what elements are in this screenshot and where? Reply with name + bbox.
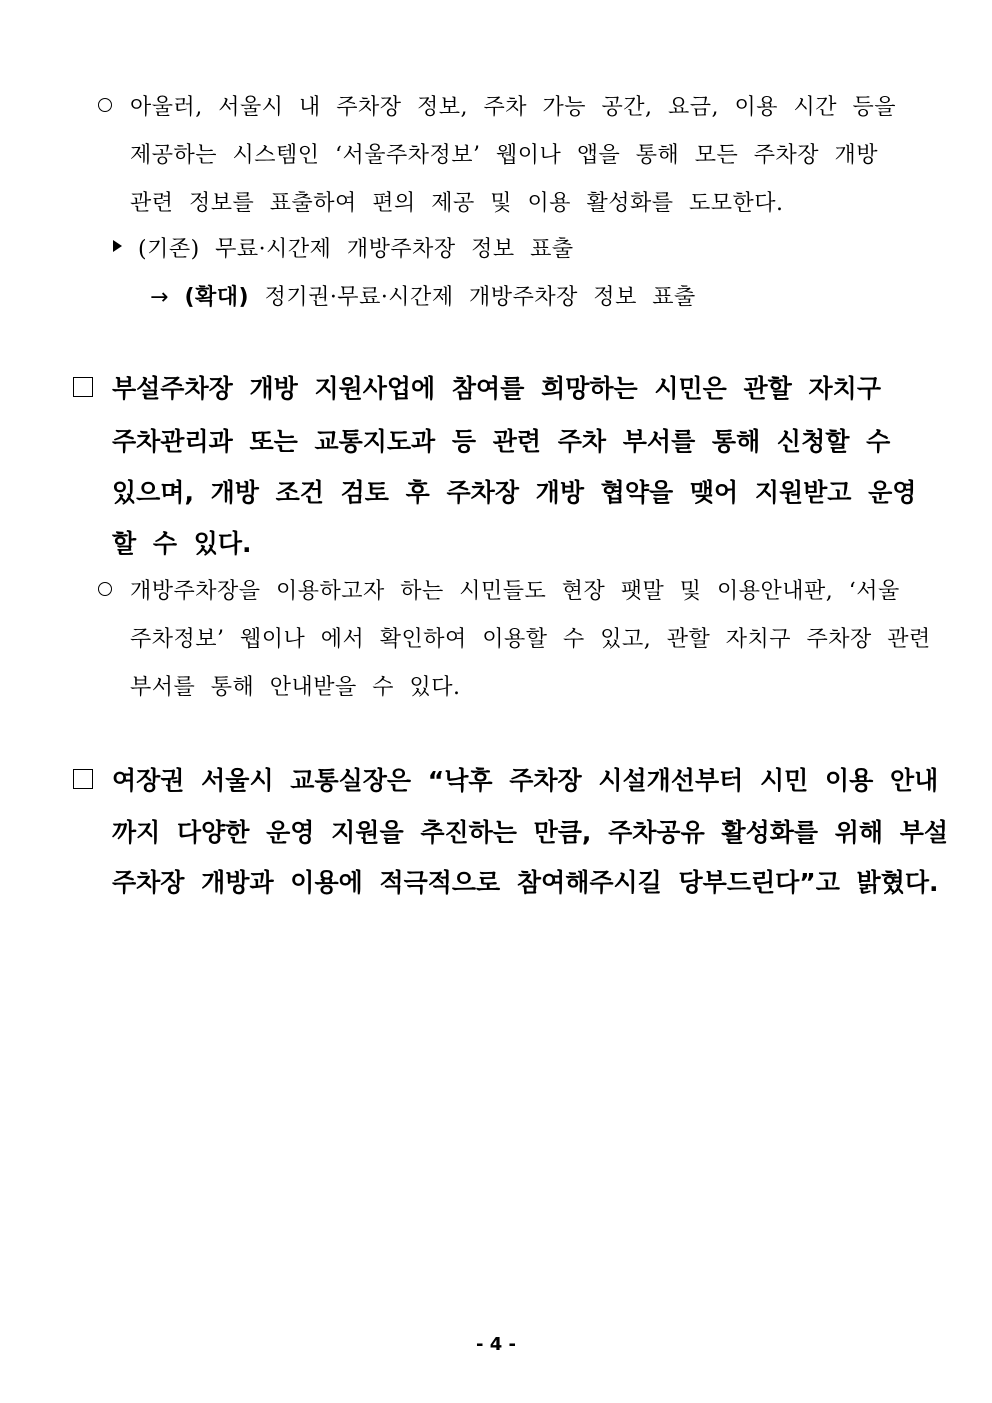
- main-line-1: 부설주차장 개방 지원사업에 참여를 희망하는 시민은 관할 자치구: [112, 374, 881, 403]
- bullet-line-6: 부서를 통해 안내받을 수 있다.: [130, 675, 461, 700]
- circle-bullet-icon: [98, 582, 112, 596]
- square-bullet-icon: [73, 377, 93, 397]
- triangle-bullet-icon: [113, 240, 122, 252]
- after-info-line: [150, 280, 696, 311]
- bullet-line-2: 제공하는 시스템인 ‘서울주차정보’ 웹이나 앱을 통해 모든 주차장 개방: [130, 143, 878, 168]
- page-number: - 4 -: [476, 1334, 516, 1355]
- after-text: 정기권·무료·시간제 개방주차장 정보 표출: [264, 285, 696, 310]
- bullet-line-1: 아울러, 서울시 내 주차장 정보, 주차 가능 공간, 요금, 이용 시간 등을: [130, 95, 896, 120]
- bullet-line-3: 관련 정보를 표출하여 편의 제공 및 이용 활성화를 도모한다.: [130, 191, 784, 216]
- before-info-line: (기존) 무료·시간제 개방주차장 정보 표출: [138, 237, 574, 262]
- right-arrow-icon: →: [150, 285, 169, 310]
- main-line-5: 여장권 서울시 교통실장은 “낙후 주차장 시설개선부터 시민 이용 안내: [112, 766, 939, 795]
- circle-bullet-icon: [98, 98, 112, 112]
- bullet-line-4: 개방주차장을 이용하고자 하는 시민들도 현장 팻말 및 이용안내판, ‘서울: [130, 579, 900, 604]
- main-line-2: 주차관리과 또는 교통지도과 등 관련 주차 부서를 통해 신청할 수: [112, 427, 891, 456]
- square-bullet-icon: [73, 769, 93, 789]
- main-line-3: 있으며, 개방 조건 검토 후 주차장 개방 협약을 맺어 지원받고 운영: [112, 478, 917, 507]
- bullet-line-5: 주차정보’ 웹이나 에서 확인하여 이용할 수 있고, 관할 자치구 주차장 관련: [130, 627, 931, 652]
- main-line-7: 주차장 개방과 이용에 적극적으로 참여해주시길 당부드린다”고 밝혔다.: [112, 868, 939, 897]
- main-line-4: 할 수 있다.: [112, 529, 252, 558]
- main-line-6: 까지 다양한 운영 지원을 추진하는 만큼, 주차공유 활성화를 위해 부설: [112, 818, 949, 847]
- after-label: (확대): [184, 285, 250, 310]
